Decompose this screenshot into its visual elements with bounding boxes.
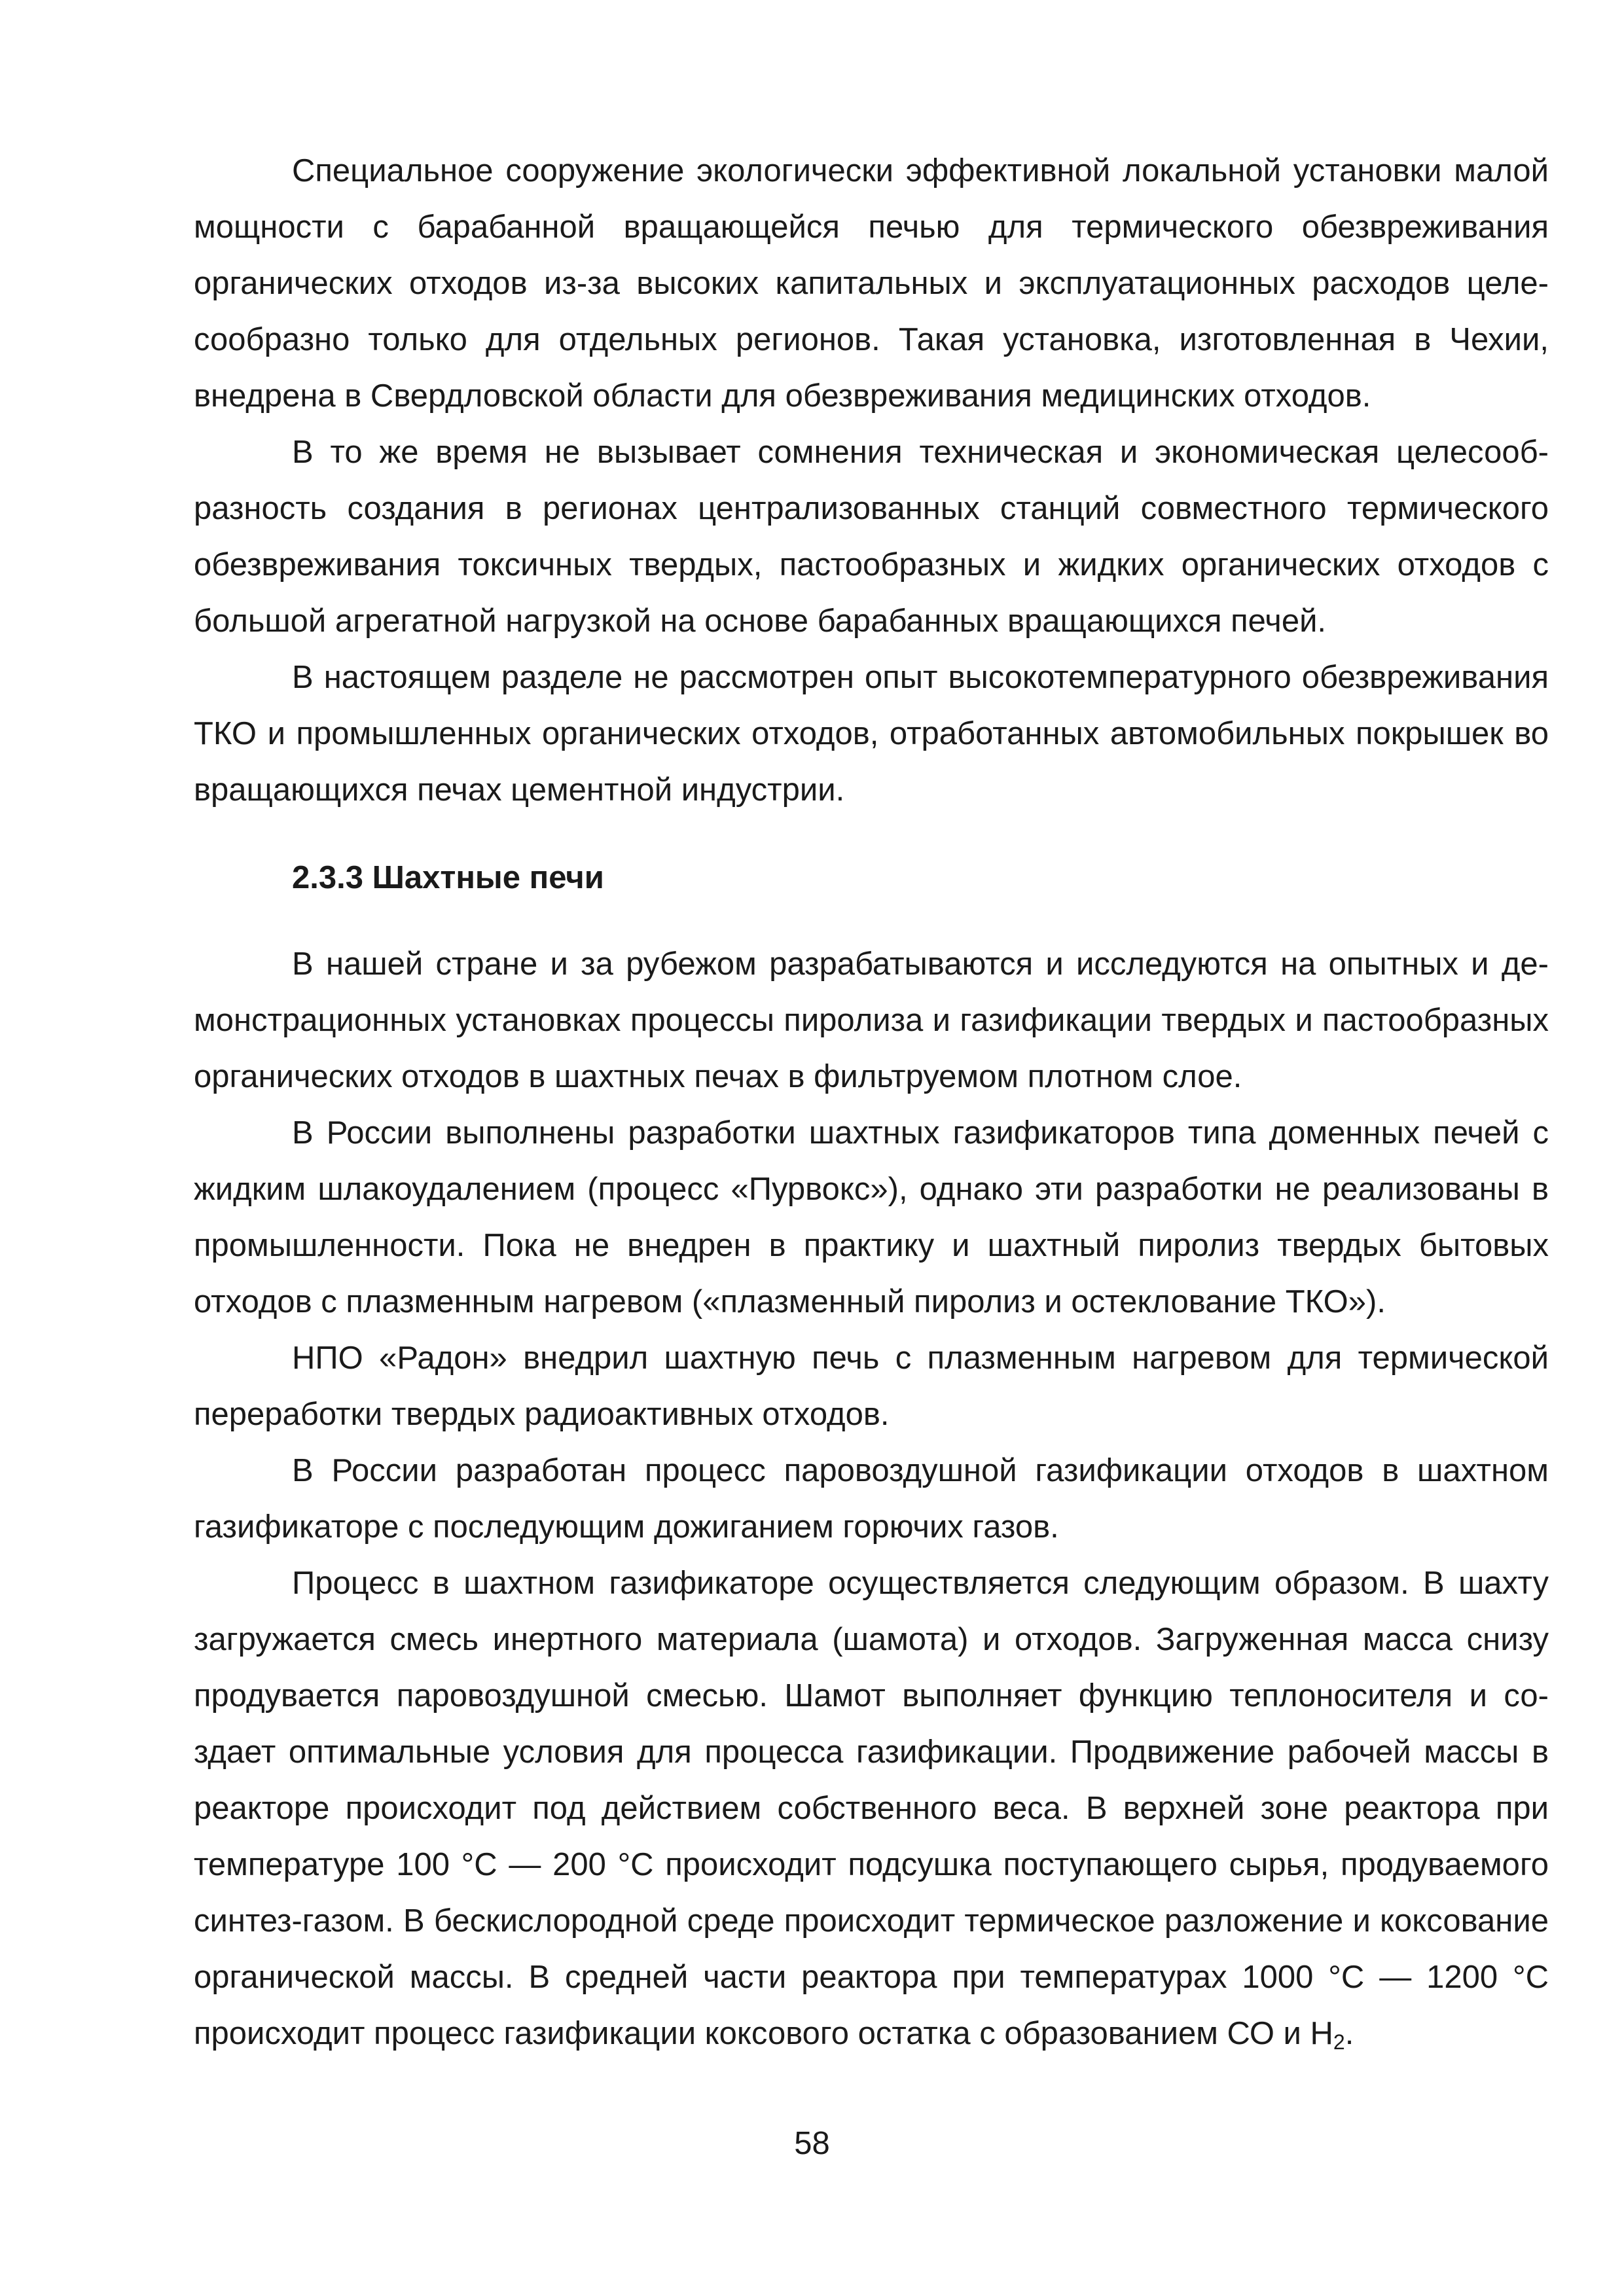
paragraph-steam-air-gasification: В России разработан процесс паровоздушной газификации отходов в шахтном газификаторе с последующим дожиганием горючих газов.: [194, 1453, 1549, 1545]
paragraph-purvox-process: В России выполнены разработки шахтных газификаторов типа доменных печей с жидким шлакоудалением (процесс «Пурвокс»), однако эти разработки не реализованы в промышленности. Пока не внедрен в практику и шахтный пиролиз твердых бытовых отходов с плазменным нагревом («плазменный пиролиз и остеклование ТКО»).: [194, 1115, 1549, 1319]
page-body: [194, 143, 1549, 2062]
paragraph-gasifier-process: [194, 1555, 1549, 2062]
paragraph-radon: НПО «Радон» внедрил шахтную печь с плазменным нагревом для термической переработки твердых радиоактивных отходов.: [194, 1340, 1549, 1432]
paragraph-centralized-stations: В то же время не вызывает сомнения техническая и экономическая целесообразность создания в регионах централизованных станций совместного термического обезвреживания токсичных твердых, пастообразных и жидких органических отходов с большой агрегатной нагрузкой на основе барабанных вращающихся печей.: [194, 435, 1549, 639]
gasifier-process-tail: .: [1344, 2016, 1354, 2051]
paragraph-cement-industry: В настоящем разделе не рассмотрен опыт высокотемпературного обезвреживания ТКО и промышленных органических отходов, отработанных автомобильных покрышек во вращающихся печах цементной индустрии.: [194, 660, 1549, 808]
page-number: 58: [794, 2126, 830, 2161]
hydrogen-subscript: 2: [1333, 2030, 1345, 2054]
paragraph-local-installation: Специальное сооружение экологически эффективной локальной установки малой мощности с барабанной вращающейся печью для термического обезвреживания органических отходов из-за высоких капитальных и эксплуатационных расходов целесообразно только для отдельных регионов. Такая установка, изготовленная в Чехии, внедрена в Свердловской области для обезвреживания медицинских отходов.: [194, 153, 1549, 414]
paragraph-shaft-furnaces-research: В нашей стране и за рубежом разрабатываются и исследуются на опытных и демонстрационных установках процессы пиролиза и газификации твердых и пастообразных органических отходов в шахтных печах в фильтруемом плотном слое.: [194, 946, 1549, 1094]
section-heading: 2.3.3 Шахтные печи: [292, 860, 604, 895]
gasifier-process-text: Процесс в шахтном газификаторе осуществляется следующим образом. В шахту загружается смесь инертного материала (шамота) и отходов. Загруженная масса снизу продувается паровоздушной смесью. Шамот выполняет функцию теплоносителя и создает оптимальные условия для процесса газификации. Продвижение рабочей массы в реакторе происходит под действием собственного веса. В верхней зоне реактора при температуре 100 °С — 200 °С происходит подсушка поступающего сырья, продуваемого синтез-газом. В бескислородной среде происходит термическое разложение и коксование органической массы. В средней части реактора при температурах 1000 °С — 1200 °С происходит процесс газификации коксового остатка с образованием СО и Н: [194, 1566, 1549, 2051]
